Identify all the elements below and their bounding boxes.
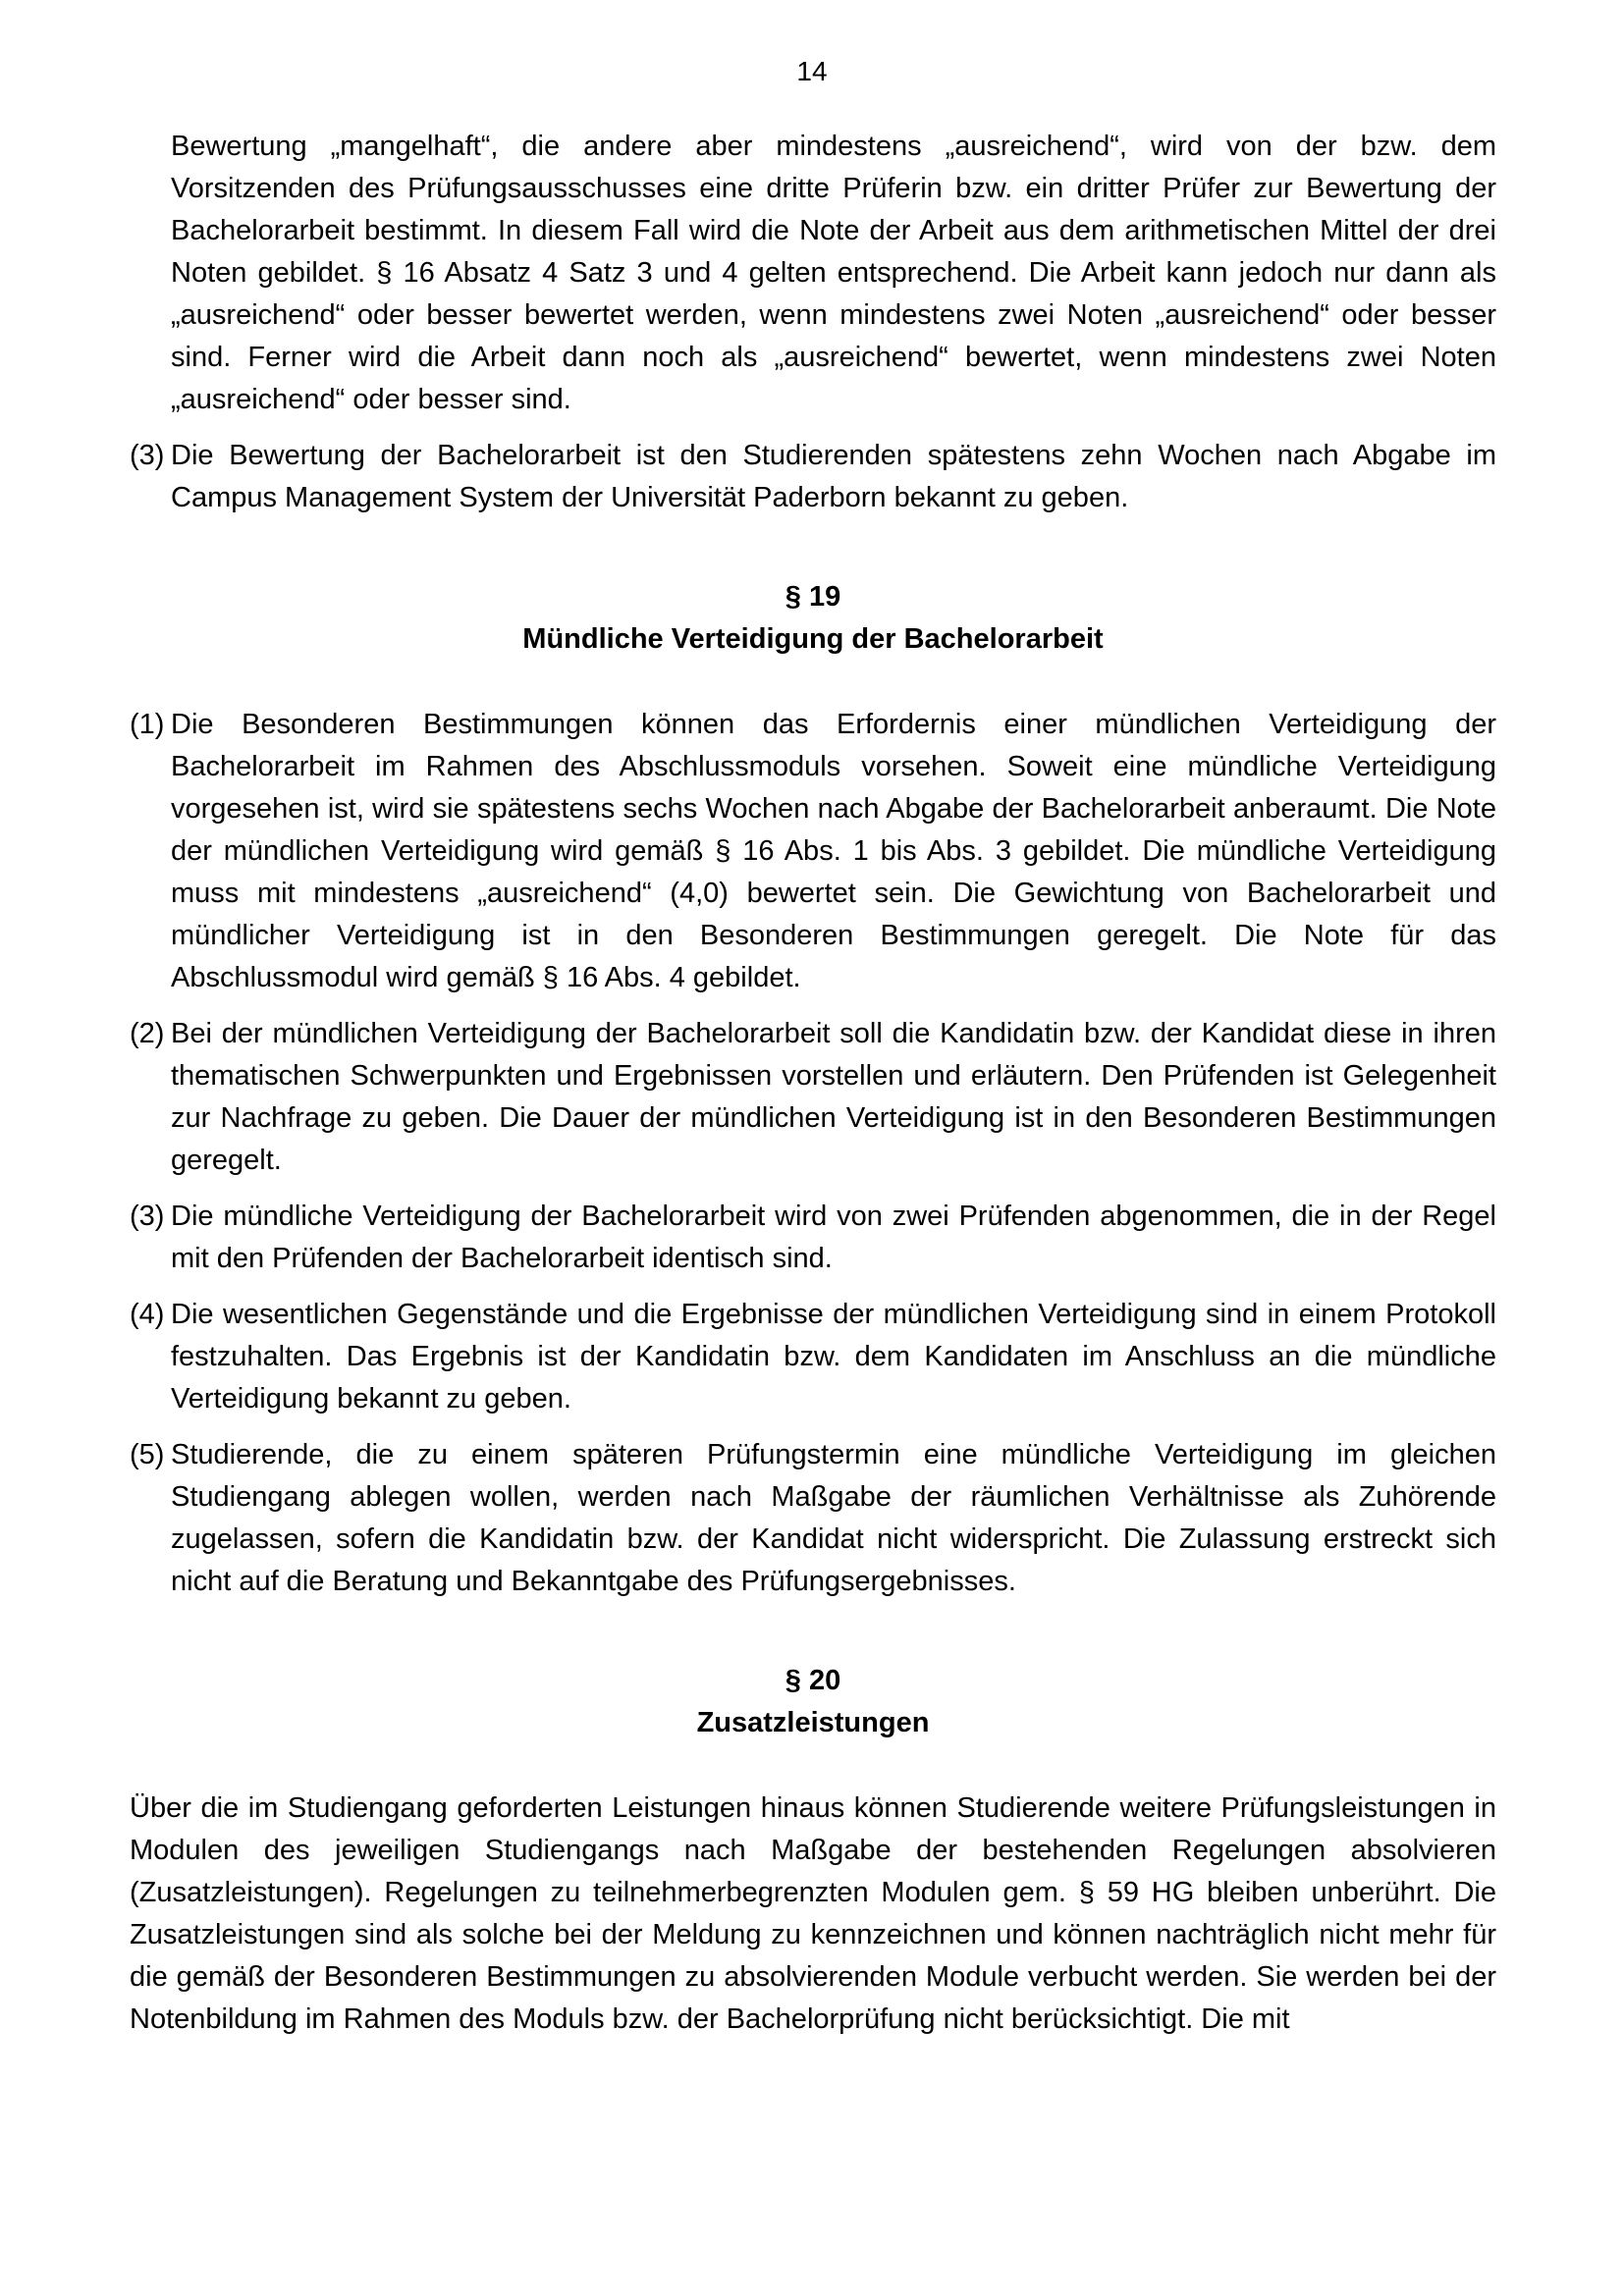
numbered-item-18-3 — [130, 435, 1496, 519]
section-20-heading — [130, 1660, 1496, 1744]
document-body — [130, 126, 1496, 2055]
numbered-item-19-2 — [130, 1013, 1496, 1182]
page-number: 14 — [796, 56, 828, 86]
item-number: (1) — [130, 709, 165, 740]
item-text: Die Bewertung der Bachelorarbeit ist den Studierenden spätestens zehn Wochen nach Abgabe im Campus Management System der Universität Paderborn bekannt zu geben. — [171, 440, 1496, 513]
item-number: (2) — [130, 1018, 165, 1049]
section-20-paragraph: Über die im Studiengang geforderten Leistungen hinaus können Studierende weitere Prüfungsleistungen in Modulen des jeweiligen Studiengangs nach Maßgabe der bestehenden Regelungen absolvieren (Zusatzleistungen). Regelungen zu teilnehmerbegrenzten Modulen gem. § 59 HG bleiben unberührt. Die Zusatzleistungen sind als solche bei der Meldung zu kennzeichnen und können nachträglich nicht mehr für die gemäß der Besonderen Bestimmungen zu absolvierenden Module verbucht werden. Sie werden bei der Notenbildung im Rahmen des Moduls bzw. der Bachelorprüfung nicht berücksichtigt. Die mit — [130, 1792, 1496, 2035]
item-text: Die Besonderen Bestimmungen können das Erfordernis einer mündlichen Verteidigung der Bachelorarbeit im Rahmen des Abschlussmoduls vorsehen. Soweit eine mündliche Verteidigung vorgesehen ist, wird sie spätestens sechs Wochen nach Abgabe der Bachelorarbeit anberaumt. Die Note der mündlichen Verteidigung wird gemäß § 16 Abs. 1 bis Abs. 3 gebildet. Die mündliche Verteidigung muss mit mindestens „ausreichend“ (4,0) bewertet sein. Die Gewichtung von Bachelorarbeit und mündlicher Verteidigung ist in den Besonderen Bestimmungen geregelt. Die Note für das Abschlussmodul wird gemäß § 16 Abs. 4 gebildet. — [171, 709, 1496, 993]
item-text: Studierende, die zu einem späteren Prüfungstermin eine mündliche Verteidigung im gleichen Studiengang ablegen wollen, werden nach Maßgabe der räumlichen Verhältnisse als Zuhörende zugelassen, sofern die Kandidatin bzw. der Kandidat nicht widerspricht. Die Zulassung erstreckt sich nicht auf die Beratung und Bekanntgabe des Prüfungsergebnisses. — [171, 1439, 1496, 1597]
numbered-item-19-3 — [130, 1196, 1496, 1280]
item-number: (3) — [130, 440, 165, 471]
item-number: (4) — [130, 1299, 165, 1330]
numbered-item-19-4 — [130, 1294, 1496, 1420]
numbered-item-19-1 — [130, 704, 1496, 999]
section-19-heading-title: Mündliche Verteidigung der Bachelorarbeit — [522, 623, 1104, 655]
item-text: Bei der mündlichen Verteidigung der Bachelorarbeit soll die Kandidatin bzw. der Kandidat diese in ihren thematischen Schwerpunkten und Ergebnissen vorstellen und erläutern. Den Prüfenden ist Gelegenheit zur Nachfrage zu geben. Die Dauer der mündlichen Verteidigung ist in den Besonderen Bestimmungen geregelt. — [171, 1018, 1496, 1176]
item-text: Die mündliche Verteidigung der Bachelorarbeit wird von zwei Prüfenden abgenommen, die in der Regel mit den Prüfenden der Bachelorarbeit identisch sind. — [171, 1201, 1496, 1274]
item-number: (5) — [130, 1439, 165, 1470]
section-19-heading — [130, 576, 1496, 661]
numbered-item-19-5 — [130, 1434, 1496, 1603]
paragraph-continuation: Bewertung „mangelhaft“, die andere aber mindestens „ausreichend“, wird von der bzw. dem Vorsitzenden des Prüfungsausschusses eine dritte Prüferin bzw. ein dritter Prüfer zur Bewertung der Bachelorarbeit bestimmt. In diesem Fall wird die Note der Arbeit aus dem arithmetischen Mittel der drei Noten gebildet. § 16 Absatz 4 Satz 3 und 4 gelten entsprechend. Die Arbeit kann jedoch nur dann als „ausreichend“ oder besser bewertet werden, wenn mindestens zwei Noten „ausreichend“ oder besser sind. Ferner wird die Arbeit dann noch als „ausreichend“ bewertet, wenn mindestens zwei Noten „ausreichend“ oder besser sind. — [171, 131, 1496, 415]
section-20-heading-number: § 20 — [785, 1665, 841, 1696]
section-19-heading-number: § 19 — [785, 581, 841, 613]
section-20-heading-title: Zusatzleistungen — [696, 1707, 930, 1738]
item-text: Die wesentlichen Gegenstände und die Ergebnisse der mündlichen Verteidigung sind in einem Protokoll festzuhalten. Das Ergebnis ist der Kandidatin bzw. dem Kandidaten im Anschluss an die mündliche Verteidigung bekannt zu geben. — [171, 1299, 1496, 1415]
item-number: (3) — [130, 1201, 165, 1232]
